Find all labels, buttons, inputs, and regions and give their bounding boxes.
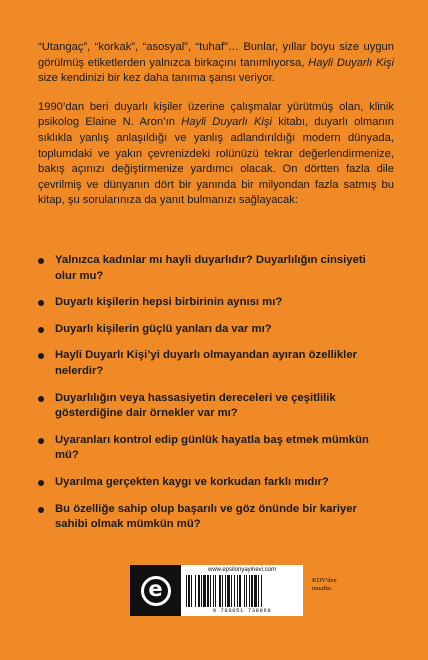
bullet-icon	[38, 300, 44, 306]
intro-paragraph-2	[38, 100, 394, 209]
logo-letter: e	[148, 576, 163, 601]
question-text: Duyarlı kişilerin güçlü yanları da var mı?	[55, 322, 272, 335]
question-item	[38, 433, 388, 464]
question-text: Duyarlı kişilerin hepsi birbirinin aynısı mı?	[55, 296, 283, 309]
barcode-panel	[181, 565, 303, 616]
question-text: Bu özelliğe sahip olup başarılı ve göz önünde bir kariyer sahibi olmak mümkün mü?	[55, 502, 357, 531]
tax-exempt-note	[312, 577, 337, 593]
intro-p2-text-start: 1990’dan beri duyarlı kişiler üzerine çalışmalar yürütmüş olan, klinik psikolog Elaine N. Aron’ın	[38, 100, 394, 129]
question-item	[38, 322, 388, 338]
intro-paragraph-1	[38, 40, 394, 87]
question-text: Duyarlılığın veya hassasiyetin dereceleri ve çeşitlilik gösterdiğine dair örnekler var mı?	[55, 391, 336, 420]
isbn-digits: 9 786051 738969	[212, 607, 272, 614]
question-item	[38, 391, 388, 422]
intro-p1-text-end: size kendinizi bir kez daha tanıma şansı veriyor.	[38, 72, 275, 85]
question-text: Hayli Duyarlı Kişi’yi duyarlı olmayandan ayıran özellikler nelerdir?	[55, 349, 357, 377]
bullet-icon	[38, 327, 44, 333]
question-list	[38, 253, 388, 544]
epsilon-logo-icon	[141, 576, 171, 606]
question-item	[38, 253, 388, 284]
bullet-icon	[38, 258, 44, 264]
kdv-line-2: muaftır.	[312, 585, 333, 592]
bullet-icon	[38, 480, 44, 486]
barcode-icon	[184, 575, 300, 607]
question-text: Uyarılma gerçekten kaygı ve korkudan farklı mıdır?	[55, 475, 329, 488]
bullet-icon	[38, 396, 44, 402]
question-text: Uyaranları kontrol edip günlük hayatla baş etmek mümkün mü?	[55, 433, 369, 462]
bullet-icon	[38, 353, 44, 359]
bullet-icon	[38, 507, 44, 513]
publisher-website: www.epsilonyayinevi.com	[207, 567, 277, 573]
question-item	[38, 475, 388, 491]
bullet-icon	[38, 438, 44, 444]
publisher-logo	[130, 565, 181, 616]
question-text: Yalnızca kadınlar mı hayli duyarlıdır? Duyarlılığın cinsiyeti olur mu?	[55, 254, 366, 282]
question-item	[38, 348, 388, 379]
kdv-line-1: KDV'den	[312, 577, 337, 584]
back-cover-description	[38, 40, 394, 209]
intro-p2-text-end: kitabı, duyarlı olmanın sıklıkla yanlış anlaşıldığı ve yanlış adlandırıldığı modern dünyada, toplumdaki ve yakın çevrenizdeki rolünüzü tekrar değerlendirmenize, bakış açınızı değiştirmenize yardımcı olacak. On dörtten fazla dile çevrilmiş ve dünyanın dört bir yanında bir milyondan fazla satmış bu kitap, şu sorularınıza da yanıt bulmanızı sağlayacak:	[38, 116, 394, 207]
book-title-italic: Hayli Duyarlı Kişi	[308, 56, 394, 69]
question-item	[38, 502, 388, 533]
intro-p1-text-start: “Utangaç”, “korkak”, “asosyal”, “tuhaf”… Bunlar, yıllar boyu size uygun görülmüş etiketlerden yalnızca birkaçını tanımlıyorsa,	[38, 41, 394, 69]
question-item	[38, 295, 388, 311]
book-title-italic: Hayli Duyarlı Kişi	[181, 116, 273, 129]
